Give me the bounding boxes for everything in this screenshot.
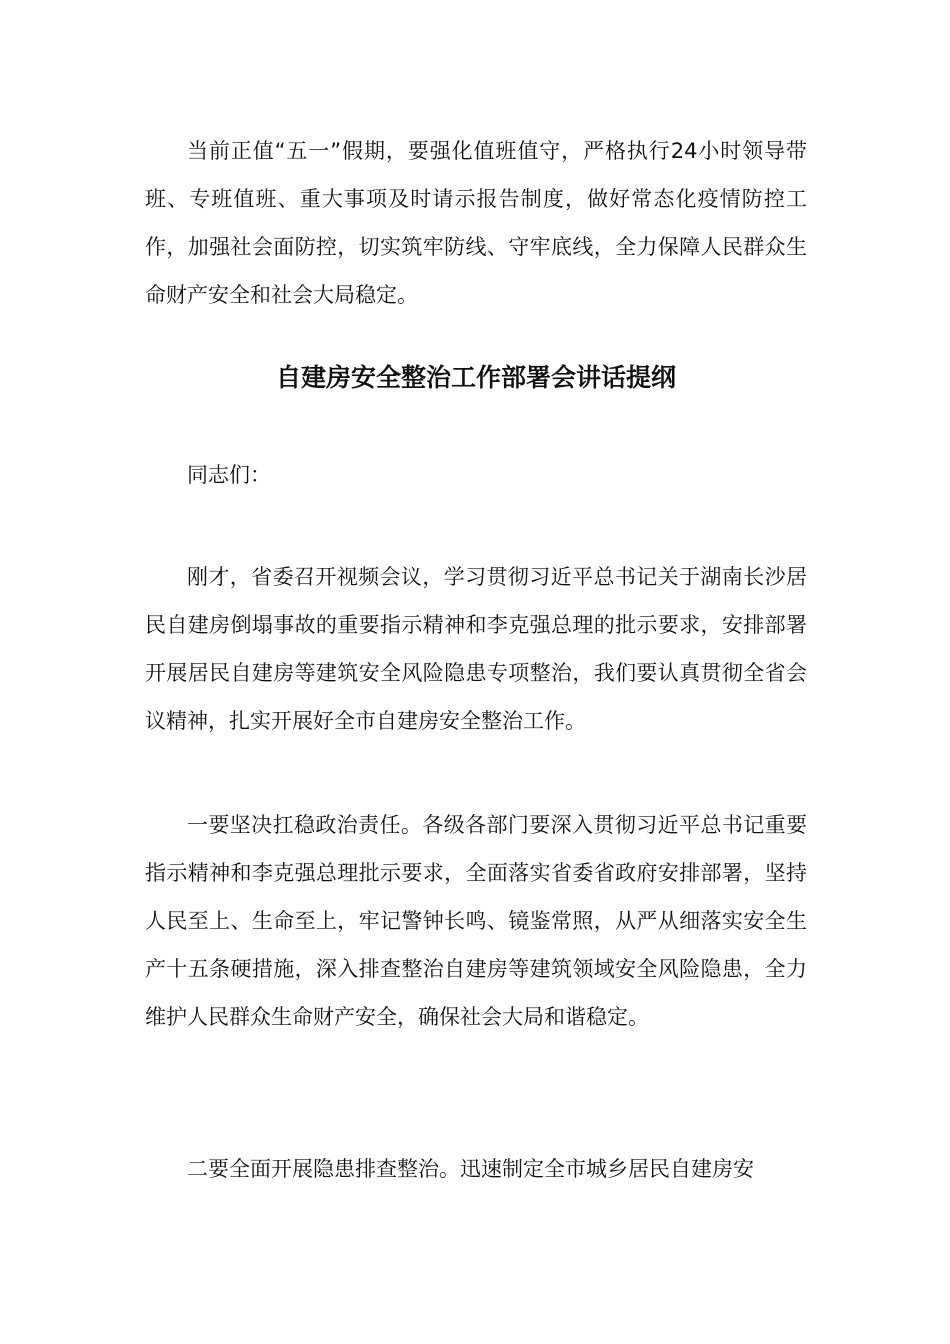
body-paragraph-2: 一要坚决扛稳政治责任。各级各部门要深入贯彻习近平总书记重要指示精神和李克强总理批示要求，全面落实省委省政府安排部署，坚持人民至上、生命至上，牢记警钟长鸣、镜鉴常照，从严从细落实安全生产十五条硬措施，深入排查整治自建房等建筑领域安全风险隐患，全力维护人民群众生命财产安全，确保社会大局和谐稳定。 (145, 813, 807, 1029)
salutation: 同志们： (187, 463, 271, 487)
document-title: 自建房安全整治工作部署会讲话提纲 (275, 363, 676, 392)
intro-paragraph: 当前正值“五一”假期，要强化值班值守，严格执行24小时领导带班、专班值班、重大事项及时请示报告制度，做好常态化疫情防控工作，加强社会面防控，切实筑牢防线、守牢底线，全力保障人民群众生命财产安全和社会大局稳定。 (145, 139, 807, 307)
body-paragraph-3: 二要全面开展隐患排查整治。迅速制定全市城乡居民自建房安 (187, 1157, 754, 1181)
body-paragraph-1: 刚才，省委召开视频会议，学习贯彻习近平总书记关于湖南长沙居民自建房倒塌事故的重要指示精神和李克强总理的批示要求，安排部署开展居民自建房等建筑安全风险隐患专项整治，我们要认真贯彻全省会议精神，扎实开展好全市自建房安全整治工作。 (145, 565, 807, 733)
